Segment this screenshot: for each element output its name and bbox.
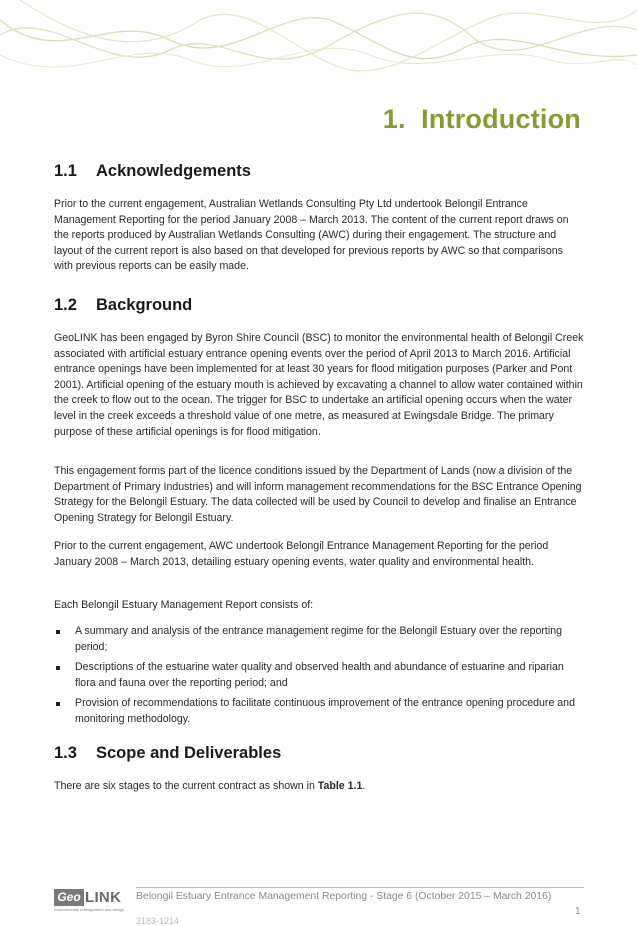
background-paragraph-1: GeoLINK has been engaged by Byron Shire Council (BSC) to monitor the environmental health of Belongil Creek associated with artificial estuary entrance opening events over the period of April 2013 to March 2016. Artificial entrance openings have been implemented for at least 30 years for flood mitigation purposes (Parker and Pont 2001). Artificial opening of the estuary mouth is achieved by excavating a channel to allow water contained within the creek to flow out to the ocean. The trigger for BSC to undertake an artificial opening occurs when the water level in the creek exceeds a threshold value of one metre, as measured at Ewingsdale Bridge. The primary purpose of these artificial openings is for flood mitigation. [54,332,584,438]
logo-tagline: environmental management and design [54,907,125,912]
section-title: Scope and Deliverables [96,744,282,762]
list-item: Descriptions of the estuarine water quality and observed health and abundance of estuarine and riparian flora and fauna over the reporting period; and [54,660,584,691]
chapter-title-text: Introduction [421,104,581,134]
bullet-square-icon [56,630,60,634]
report-contents-list [54,624,584,733]
geolink-logo [54,889,124,919]
acknowledgements-paragraph: Prior to the current engagement, Australian Wetlands Consulting Pty Ltd undertook Belongil Entrance Management Reporting for the period January 2008 – March 2013. The content of the current report draws on the reports produced by Australian Wetlands Consulting (AWC) during their engagement. The structure and layout of the current report is also based on that developed for previous reports by AWC so that comparisons with previous reports can be easily made. [54,198,569,273]
bullet-square-icon [56,702,60,706]
background-paragraph-4: Each Belongil Estuary Management Report consists of: [54,599,314,611]
list-item: Provision of recommendations to facilitate continuous improvement of the entrance opening procedure and monitoring methodology. [54,696,584,727]
chapter-title [383,104,581,135]
background-paragraph-2: This engagement forms part of the licence conditions issued by the Department of Lands (now a division of the Department of Primary Industries) and will inform management recommendations for the BSC Entrance Opening Strategy for the Belongil Estuary. The data collected will be used by Council to develop and finalise an Entrance Opening Strategy for Belongil Estuary. [54,465,582,524]
footer-report-title: Belongil Estuary Entrance Management Reporting - Stage 6 (October 2015 – March 2016) [136,891,552,902]
section-title: Background [96,296,193,314]
logo-geo-text: Geo [54,889,84,906]
section-number: 1.3 [54,744,77,762]
logo-link-text: LINK [85,889,122,906]
footer-document-code: 2183-1214 [136,916,180,926]
decorative-wave-lines [0,0,637,100]
bullet-square-icon [56,666,60,670]
background-paragraph-3: Prior to the current engagement, AWC undertook Belongil Entrance Management Reporting for the period January 2008 – March 2013, detailing estuary opening events, water quality and environmental health. [54,540,549,568]
chapter-number: 1. [382,104,406,134]
section-number: 1.1 [54,162,77,180]
list-item: A summary and analysis of the entrance management regime for the Belongil Estuary over the reporting period; [54,624,584,655]
section-title: Acknowledgements [96,162,251,180]
table-reference-link[interactable]: Table 1.1 [317,780,363,792]
page-number: 1 [575,906,581,917]
scope-paragraph: There are six stages to the current contract as shown in Table 1.1. [54,780,366,792]
footer-divider [136,887,584,888]
section-heading-scope [54,744,281,763]
section-heading-background [54,296,192,315]
section-heading-acknowledgements [54,162,251,181]
section-number: 1.2 [54,296,77,314]
